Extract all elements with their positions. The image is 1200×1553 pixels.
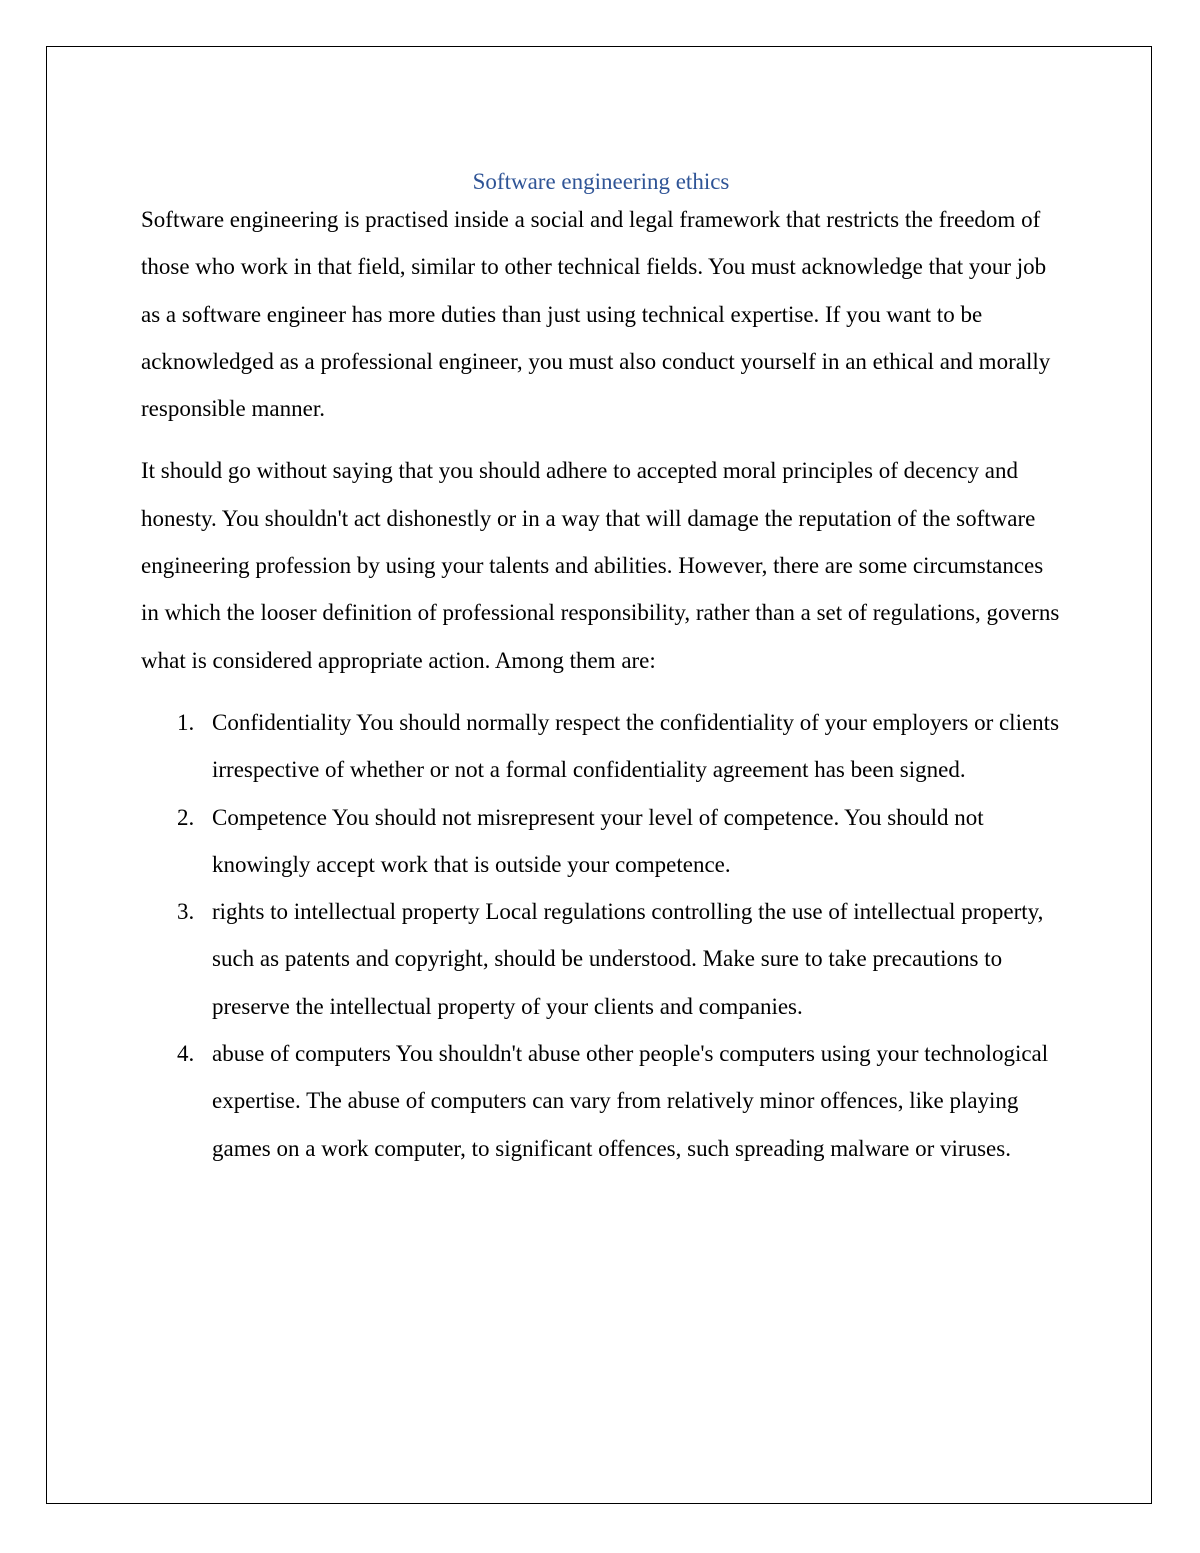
list-item-competence	[141, 794, 1061, 889]
list-number: 1.	[177, 709, 195, 735]
list-item-text: Confidentiality You should normally respect the confidentiality of your employers or clients irrespective of whether or not a formal confidentiality agreement has been signed.	[212, 709, 1060, 783]
list-number: 3.	[177, 899, 195, 925]
document-title: Software engineering ethics	[472, 169, 730, 194]
document-body	[141, 165, 1061, 1172]
list-item-text: Competence You should not misrepresent your level of competence. You should not knowingly accept work that is outside your competence.	[212, 804, 984, 877]
ethics-list	[141, 699, 1061, 1172]
list-number: 2.	[177, 804, 195, 830]
list-item-intellectual-property	[141, 888, 1061, 1030]
paragraph-principles: It should go without saying that you should adhere to accepted moral principles of decency and honesty. You shouldn't act dishonestly or in a way that will damage the reputation of the software engineering profession by using your talents and abilities. However, there are some circumstances in which the looser definition of professional responsibility, rather than a set of regulations, governs what is considered appropriate action. Among them are:	[141, 458, 1060, 673]
list-item-confidentiality	[141, 699, 1061, 794]
list-item-text: abuse of computers You shouldn't abuse other people's computers using your technological expertise. The abuse of computers can vary from relatively minor offences, like playing games on a work computer, to significant offences, such spreading malware or viruses.	[212, 1041, 1049, 1161]
paragraph-intro: Software engineering is practised inside a social and legal framework that restricts the freedom of those who work in that field, similar to other technical fields. You must acknowledge that your job as a software engineer has more duties than just using technical expertise. If you want to be acknowledged as a professional engineer, you must also conduct yourself in an ethical and morally responsible manner.	[141, 207, 1051, 422]
list-item-computer-abuse	[141, 1030, 1061, 1172]
list-number: 4.	[177, 1041, 195, 1067]
list-item-text: rights to intellectual property Local regulations controlling the use of intellectual property, such as patents and copyright, should be understood. Make sure to take precautions to preserve the intellectual property of your clients and companies.	[212, 899, 1044, 1019]
